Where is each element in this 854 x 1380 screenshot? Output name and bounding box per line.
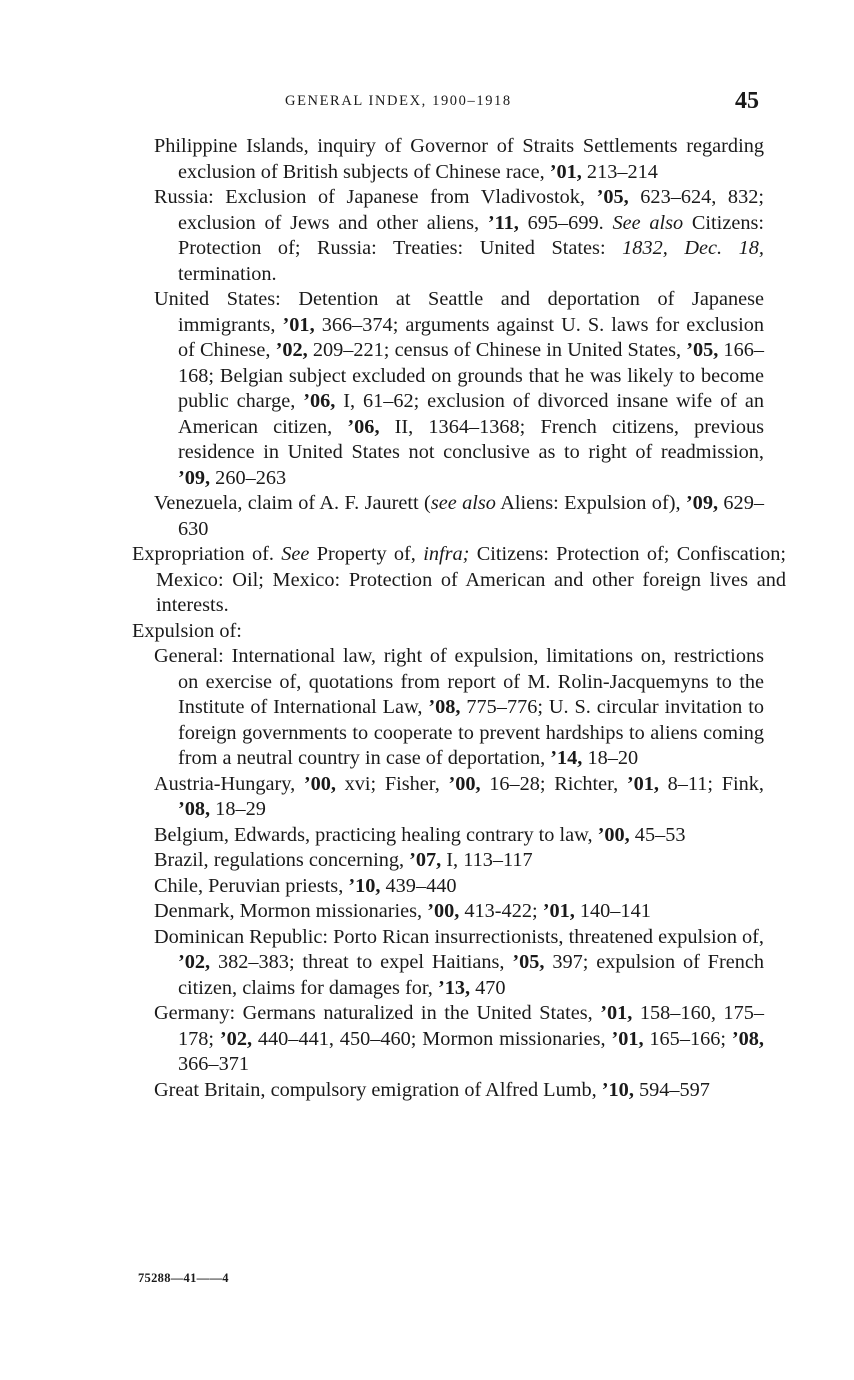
entry-dominican-republic: Dominican Republic: Porto Rican insurrectionists, threatened expulsion of, ’02, 382–383; threat to expel Haitians, ’05, 397; expulsion of French citizen, claims for damages for, ’13, 470 bbox=[154, 925, 765, 999]
entry-denmark: Denmark, Mormon missionaries, ’00, 413-422; ’01, 140–141 bbox=[154, 900, 651, 922]
index-entries bbox=[0, 134, 854, 1103]
entry-venezuela: Venezuela, claim of A. F. Jaurett (see also Aliens: Expulsion of), ’09, 629–630 bbox=[154, 492, 764, 540]
entry-expulsion-heading: Expulsion of: bbox=[132, 619, 242, 642]
entry-expulsion-general: General: International law, right of expulsion, limitations on, restrictions on exercise of, quotations from report of M. Rolin-Jacquemyns to the Institute of International Law, ’08, 775–776; U. S. circular invitation to foreign governments to cooperate to prevent hardships to aliens coming from a neutral country in case of deportation, ’14, 18–20 bbox=[154, 645, 764, 769]
page-number: 45 bbox=[735, 88, 759, 114]
entry-austria-hungary: Austria-Hungary, ’00, xvi; Fisher, ’00, 16–28; Richter, ’01, 8–11; Fink, ’08, 18–29 bbox=[154, 772, 764, 820]
running-header: GENERAL INDEX, 1900–1918 bbox=[285, 93, 512, 109]
entry-brazil: Brazil, regulations concerning, ’07, I, 113–117 bbox=[154, 849, 533, 871]
entry-expropriation: Expropriation of. See Property of, infra; Citizens: Protection of; Confiscation; Mexico: Oil; Mexico: Protection of American and other foreign lives and interests. bbox=[132, 543, 786, 616]
entry-great-britain: Great Britain, compulsory emigration of Alfred Lumb, ’10, 594–597 bbox=[154, 1078, 710, 1101]
entry-germany: Germany: Germans naturalized in the United States, ’01, 158–160, 175–178; ’02, 440–441, 450–460; Mormon missionaries, ’01, 165–166; ’08, 366–371 bbox=[154, 1002, 764, 1075]
entry-russia: Russia: Exclusion of Japanese from Vladivostok, ’05, 623–624, 832; exclusion of Jews and other aliens, ’11, 695–699. See also Citizens: Protection of; Russia: Treaties: United States: 1832, Dec. 18, termination. bbox=[154, 186, 764, 285]
entry-chile: Chile, Peruvian priests, ’10, 439–440 bbox=[154, 874, 457, 897]
entry-philippine-islands: Philippine Islands, inquiry of Governor of Straits Settlements regarding exclusion of British subjects of Chinese race, ’01, 213–214 bbox=[154, 135, 764, 183]
entry-united-states: United States: Detention at Seattle and deportation of Japanese immigrants, ’01, 366–374; arguments against U. S. laws for exclusion of Chinese, ’02, 209–221; census of Chinese in United States, ’05, 166–168; Belgian subject excluded on grounds that he was likely to become public charge, ’06, I, 61–62; exclusion of divorced insane wife of an American citizen, ’06, II, 1364–1368; French citizens, previous residence in United States not conclusive as to right of readmission, ’09, 260–263 bbox=[154, 288, 765, 489]
entry-belgium: Belgium, Edwards, practicing healing contrary to law, ’00, 45–53 bbox=[154, 823, 686, 846]
print-code: 75288—41——4 bbox=[138, 1271, 229, 1285]
